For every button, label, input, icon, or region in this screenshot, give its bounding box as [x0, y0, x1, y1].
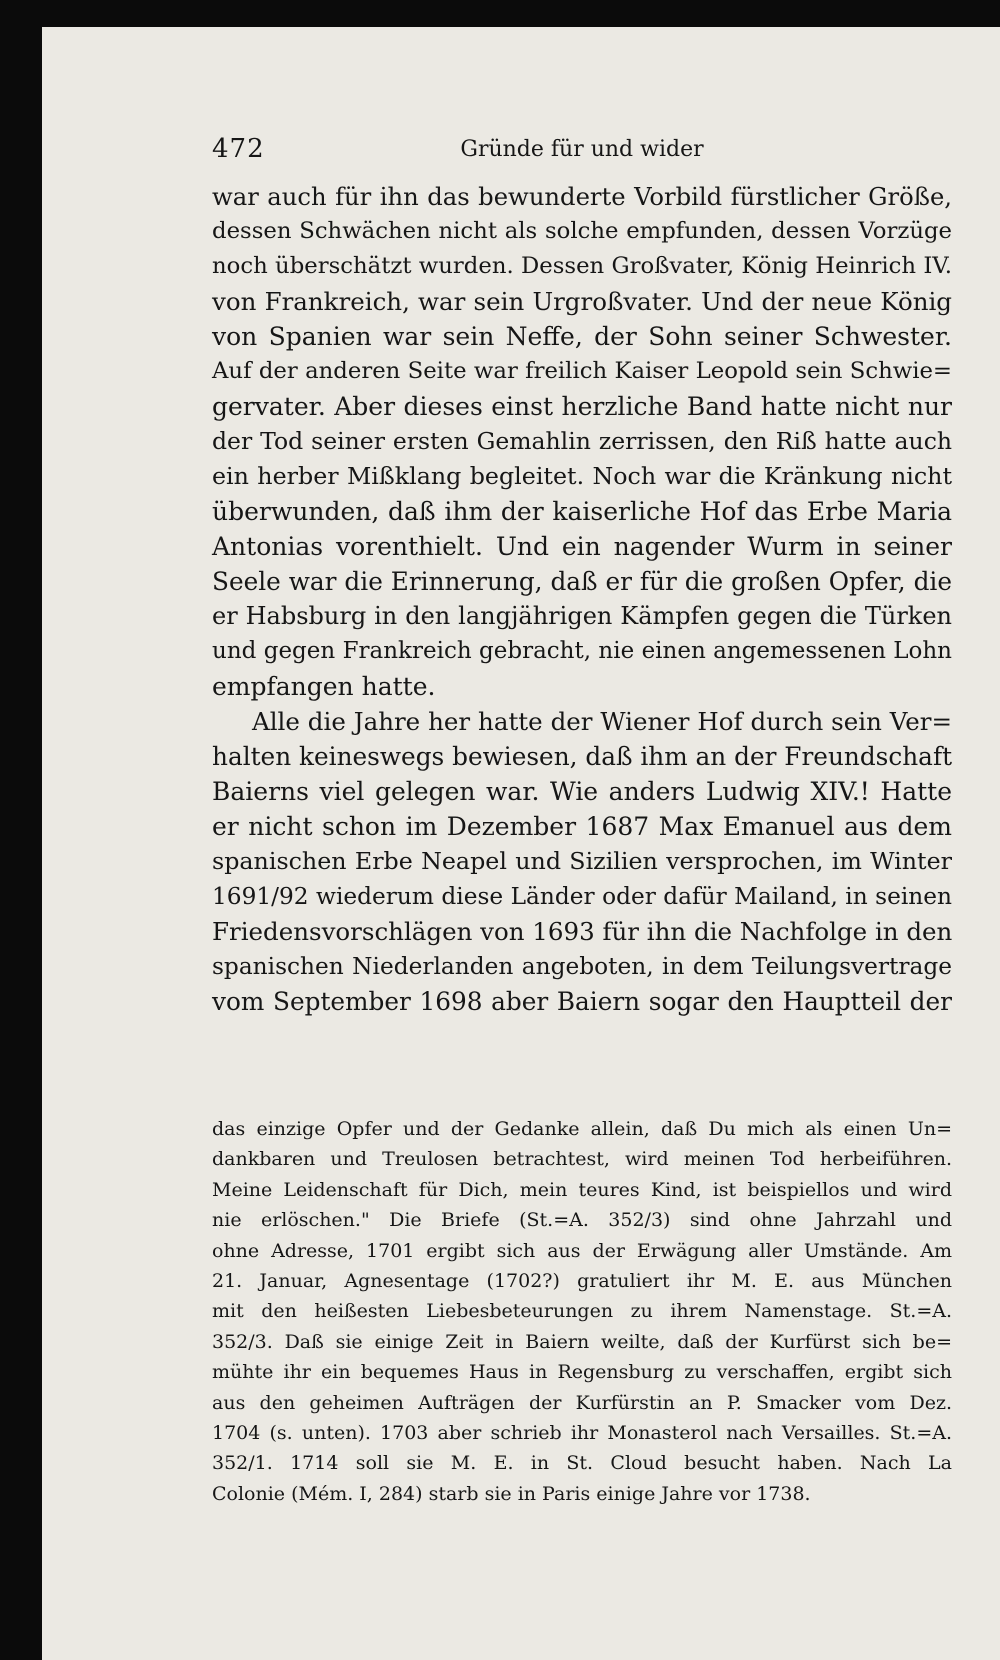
- text-line: spanischen Niederlanden angeboten, in dem Teilungsvertrage: [212, 953, 952, 980]
- text-line: und gegen Frankreich gebracht, nie einen angemessenen Lohn: [212, 638, 952, 664]
- footnote-line: 21. Januar, Agnesentage (1702?) gratuliert ihr M. E. aus München: [212, 1269, 952, 1292]
- text-line: spanischen Erbe Neapel und Sizilien versprochen, im Winter: [212, 847, 952, 875]
- text-line: Antonias vorenthielt. Und ein nagender Wurm in seiner: [212, 532, 952, 561]
- text-line: von Spanien war sein Neffe, der Sohn seiner Schwester.: [212, 322, 952, 351]
- text-line: ein herber Mißklang begleitet. Noch war die Kränkung nicht: [212, 462, 952, 490]
- page-number: 472: [212, 134, 265, 164]
- footnote-line: Meine Leidenschaft für Dich, mein teures Kind, ist beispiellos und wird: [212, 1178, 952, 1201]
- text-line: Friedensvorschlägen von 1693 für ihn die Nachfolge in den: [212, 917, 953, 946]
- text-line: halten keineswegs bewiesen, daß ihm an der Freundschaft: [212, 742, 953, 771]
- text-line: der Tod seiner ersten Gemahlin zerrissen, den Riß hatte auch: [212, 427, 952, 455]
- footnote-line: nie erlöschen." Die Briefe (St.=A. 352/3) sind ohne Jahrzahl und: [212, 1209, 952, 1232]
- footnote-line: mit den heißesten Liebesbeteurungen zu ihrem Namenstage. St.=A.: [212, 1300, 952, 1323]
- text-line: gervater. Aber dieses einst herzliche Band hatte nicht nur: [212, 392, 952, 421]
- text-line: war auch für ihn das bewunderte Vorbild fürstlicher Größe,: [212, 182, 952, 211]
- footnote-line: Colonie (Mém. I, 284) starb sie in Paris einige Jahre vor 1738.: [212, 1482, 811, 1505]
- text-line: 1691/92 wiederum diese Länder oder dafür Mailand, in seinen: [212, 883, 952, 910]
- text-line: Auf der anderen Seite war freilich Kaiser Leopold sein Schwie=: [212, 358, 952, 384]
- footnote-line: mühte ihr ein bequemes Haus in Regensburg zu verschaffen, ergibt sich: [212, 1361, 952, 1384]
- text-line: überwunden, daß ihm der kaiserliche Hof das Erbe Maria: [212, 497, 952, 526]
- footnote-block: [212, 1114, 952, 1509]
- paragraph-end-line: empfangen hatte.: [212, 672, 436, 701]
- page-header: [212, 134, 952, 174]
- text-line: dessen Schwächen nicht als solche empfunden, dessen Vorzüge: [212, 218, 952, 244]
- text-line: er Habsburg in den langjährigen Kämpfen gegen die Türken: [212, 602, 952, 630]
- text-line: von Frankreich, war sein Urgroßvater. Und der neue König: [212, 287, 952, 316]
- footnote-line: 352/3. Daß sie einige Zeit in Baiern weilte, daß der Kurfürst sich be=: [212, 1330, 952, 1353]
- footnote-line: dankbaren und Treulosen betrachtest, wird meinen Tod herbeiführen.: [212, 1148, 952, 1171]
- text-line: noch überschätzt wurden. Dessen Großvater, König Heinrich IV.: [212, 253, 952, 279]
- text-line: Seele war die Erinnerung, daß er für die großen Opfer, die: [212, 567, 952, 596]
- footnote-line: 352/1. 1714 soll sie M. E. in St. Cloud besucht haben. Nach La: [212, 1452, 952, 1475]
- main-text: [212, 179, 952, 1019]
- footnote-line: ohne Adresse, 1701 ergibt sich aus der Erwägung aller Umstände. Am: [212, 1239, 952, 1262]
- footnote-line: aus den geheimen Aufträgen der Kurfürstin an P. Smacker vom Dez.: [212, 1391, 952, 1414]
- paragraph-start-line: Alle die Jahre her hatte der Wiener Hof durch sein Ver=: [252, 707, 952, 736]
- footnote-line: 1704 (s. unten). 1703 aber schrieb ihr Monasterol nach Versailles. St.=A.: [212, 1421, 952, 1444]
- text-line: Baierns viel gelegen war. Wie anders Ludwig XIV.! Hatte: [212, 777, 952, 806]
- running-title: Gründe für und wider: [460, 137, 704, 162]
- book-page: [42, 27, 1000, 1660]
- text-line: er nicht schon im Dezember 1687 Max Emanuel aus dem: [212, 812, 952, 841]
- footnote-line: das einzige Opfer und der Gedanke allein, daß Du mich als einen Un=: [212, 1118, 952, 1140]
- text-line: vom September 1698 aber Baiern sogar den Hauptteil der: [212, 987, 952, 1016]
